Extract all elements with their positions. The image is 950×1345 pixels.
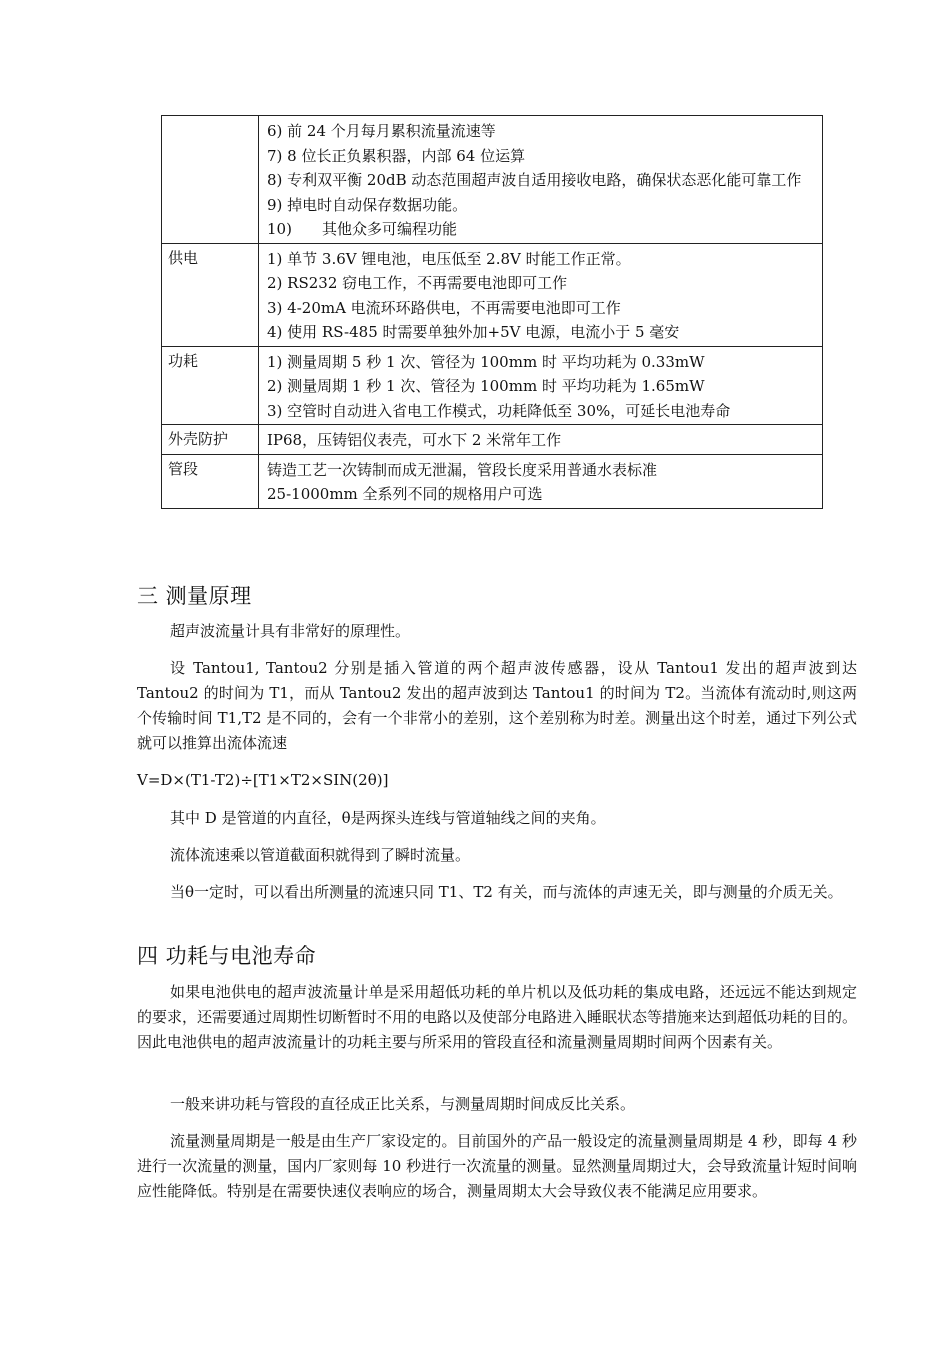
row-label: 功耗 bbox=[162, 346, 259, 425]
list-item: 6) 前 24 个月每月累积流量流速等 bbox=[267, 122, 496, 140]
table-row bbox=[162, 454, 823, 508]
list-item: 9) 掉电时自动保存数据功能。 bbox=[267, 195, 468, 214]
formula: V=D×(T1-T2)÷[T1×T2×SIN(2θ)] bbox=[137, 771, 389, 789]
list-item: 25-1000mm 全系列不同的规格用户可选 bbox=[267, 485, 543, 503]
list-item: 1) 单节 3.6V 锂电池，电压低至 2.8V 时能工作正常。 bbox=[267, 249, 631, 268]
paragraph: 其中 D 是管道的内直径，θ是两探头连线与管道轴线之间的夹角。 bbox=[170, 809, 606, 827]
section-heading-power: 四 功耗与电池寿命 bbox=[137, 944, 317, 968]
table-row bbox=[162, 243, 823, 346]
list-item: 3) 空管时自动进入省电工作模式，功耗降低至 30%，可延长电池寿命 bbox=[267, 401, 731, 420]
list-item: 3) 4-20mA 电流环环路供电，不再需要电池即可工作 bbox=[267, 298, 621, 317]
list-item: 铸造工艺一次铸制而成无泄漏，管段长度采用普通水表标准 bbox=[267, 460, 658, 479]
paragraph: 设 Tantou1, Tantou2 分别是插入管道的两个超声波传感器，设从 Tantou1 发出的超声波到达 Tantou2 的时间为 T1，而从 Tantou2 发出的超声波到达 Tantou1 的时间为 T2。当流体有流动时,则这两个传输时间 T1,T2 是不同的，会有一个非常小的差别，这个差别称为时差。测量出这个时差，通过下列公式就可以推算出流体流速 bbox=[137, 659, 857, 752]
row-label bbox=[162, 116, 259, 244]
paragraph: 如果电池供电的超声波流量计单是采用超低功耗的单片机以及低功耗的集成电路，还远远不能达到规定的要求，还需要通过周期性切断暂时不用的电路以及使部分电路进入睡眠状态等措施来达到超低功耗的目的。因此电池供电的超声波流量计的功耗主要与所采用的管段直径和流量测量周期时间两个因素有关。 bbox=[137, 983, 858, 1051]
list-item: 4) 使用 RS-485 时需要单独外加+5V 电源，电流小于 5 毫安 bbox=[267, 323, 680, 341]
list-item: 10) 其他众多可编程功能 bbox=[267, 220, 457, 238]
list-item: 1) 测量周期 5 秒 1 次、管径为 100mm 时 平均功耗为 0.33mW bbox=[267, 352, 705, 371]
list-item: 8) 专利双平衡 20dB 动态范围超声波自适用接收电路，确保状态恶化能可靠工作 bbox=[267, 171, 802, 189]
list-item: 7) 8 位长正负累积器，内部 64 位运算 bbox=[267, 146, 526, 165]
paragraph: 流体流速乘以管道截面积就得到了瞬时流量。 bbox=[170, 846, 471, 864]
list-item: IP68，压铸铝仪表壳，可水下 2 米常年工作 bbox=[267, 431, 562, 449]
paragraph: 超声波流量计具有非常好的原理性。 bbox=[170, 622, 411, 640]
paragraph: 一般来讲功耗与管段的直径成正比关系，与测量周期时间成反比关系。 bbox=[170, 1095, 636, 1113]
paragraph: 当θ一定时，可以看出所测量的流速只同 T1、T2 有关，而与流体的声速无关，即与测量的介质无关。 bbox=[170, 883, 843, 901]
list-item: 2) RS232 窃电工作，不再需要电池即可工作 bbox=[267, 274, 568, 292]
list-item: 2) 测量周期 1 秒 1 次、管径为 100mm 时 平均功耗为 1.65mW bbox=[267, 377, 705, 395]
row-label: 管段 bbox=[162, 454, 259, 508]
table-row bbox=[162, 116, 823, 244]
row-label: 供电 bbox=[162, 243, 259, 346]
spec-table bbox=[161, 115, 823, 509]
row-label: 外壳防护 bbox=[162, 425, 259, 455]
section-heading-principle: 三 测量原理 bbox=[137, 584, 252, 608]
table-row bbox=[162, 346, 823, 425]
paragraph: 流量测量周期是一般是由生产厂家设定的。目前国外的产品一般设定的流量测量周期是 4 秒，即每 4 秒进行一次流量的测量，国内厂家则每 10 秒进行一次流量的测量。显然测量周期过大，会导致流量计短时间响应性能降低。特别是在需要快速仪表响应的场合，测量周期太大会导致仪表不能满足应用要求。 bbox=[137, 1132, 857, 1200]
table-row bbox=[162, 425, 823, 455]
